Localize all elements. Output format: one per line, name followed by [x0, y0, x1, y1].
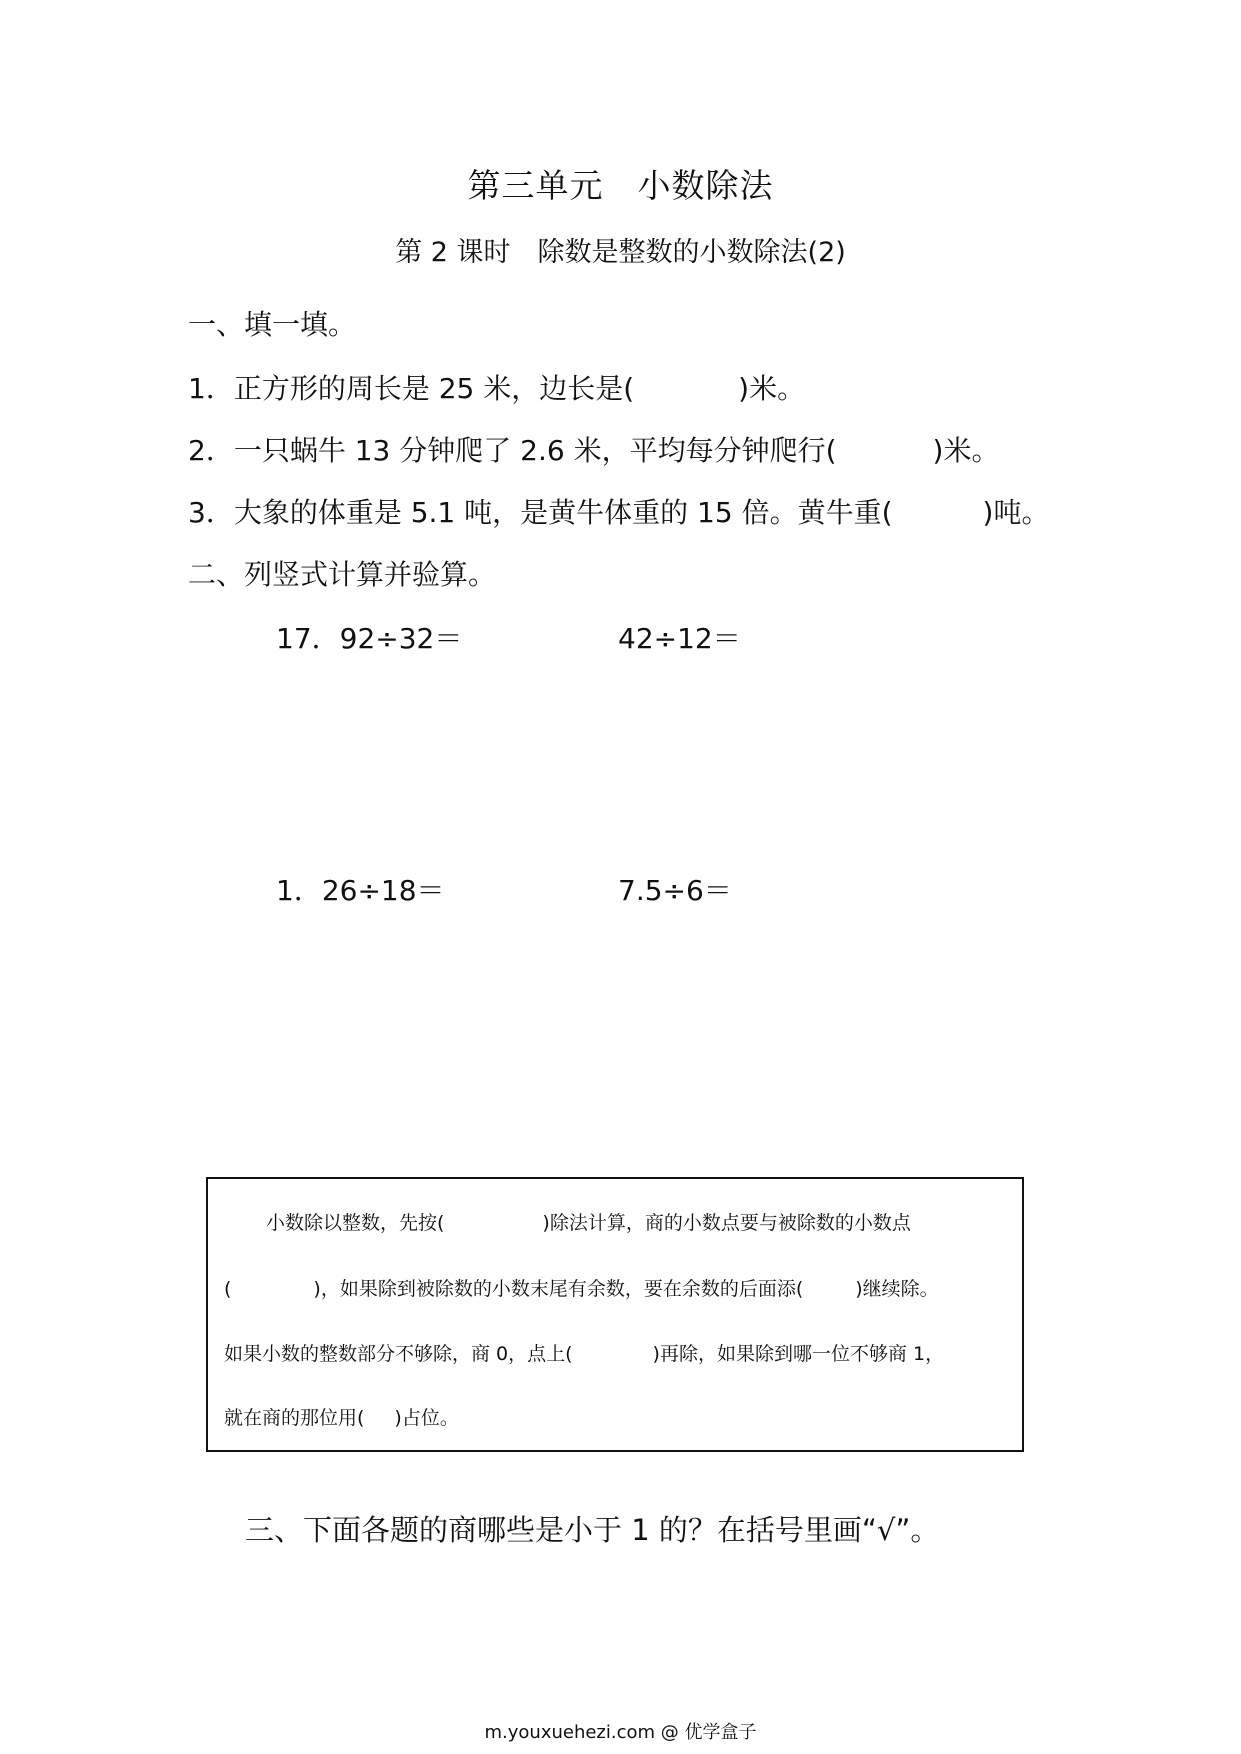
section-3-heading: 三、下面各题的商哪些是小于 1 的？在括号里画“√”。	[245, 1513, 940, 1547]
lesson-title: 第 2 课时 除数是整数的小数除法(2)	[395, 237, 846, 268]
summary-text: 就在商的那位用(	[224, 1407, 365, 1429]
summary-text: )再除，如果除到哪一位不够商 1，	[652, 1343, 945, 1365]
question-1	[188, 367, 805, 407]
question-3	[188, 491, 1049, 531]
summary-line-1	[266, 1208, 911, 1235]
summary-text: )除法计算，商的小数点要与被除数的小数点	[542, 1212, 911, 1234]
summary-line-3	[224, 1339, 944, 1366]
summary-text: 如果小数的整数部分不够除，商 0，点上(	[224, 1343, 573, 1365]
calc-problem: 42÷12＝	[618, 622, 741, 655]
summary-text: )，如果除到被除数的小数末尾有余数，要在余数的后面添(	[313, 1278, 804, 1300]
question-3-unit: )吨。	[982, 496, 1050, 529]
summary-text: (	[224, 1278, 232, 1300]
question-2	[188, 429, 999, 469]
calc-problem: 1．26÷18＝	[276, 874, 445, 907]
calc-problem: 7.5÷6＝	[618, 874, 732, 907]
section-1-heading: 一、填一填。	[188, 308, 357, 341]
section-2-heading: 二、列竖式计算并验算。	[188, 558, 497, 591]
footer-watermark: m.youxuehezi.com @ 优学盒子	[484, 1722, 757, 1743]
question-3-text: 3．大象的体重是 5.1 吨，是黄牛体重的 15 倍。黄牛重(	[188, 496, 893, 529]
question-2-text: 2．一只蜗牛 13 分钟爬了 2.6 米，平均每分钟爬行(	[188, 434, 837, 467]
summary-text: 小数除以整数，先按(	[266, 1212, 445, 1234]
unit-title: 第三单元 小数除法	[467, 166, 774, 205]
summary-line-4	[224, 1403, 459, 1430]
summary-text: )继续除。	[855, 1278, 939, 1300]
question-1-text: 1．正方形的周长是 25 米，边长是(	[188, 372, 635, 405]
summary-text: )占位。	[394, 1407, 459, 1429]
question-2-unit: )米。	[932, 434, 1000, 467]
summary-line-2	[224, 1274, 939, 1301]
question-1-unit: )米。	[738, 372, 806, 405]
calc-problem: 17．92÷32＝	[276, 622, 463, 655]
